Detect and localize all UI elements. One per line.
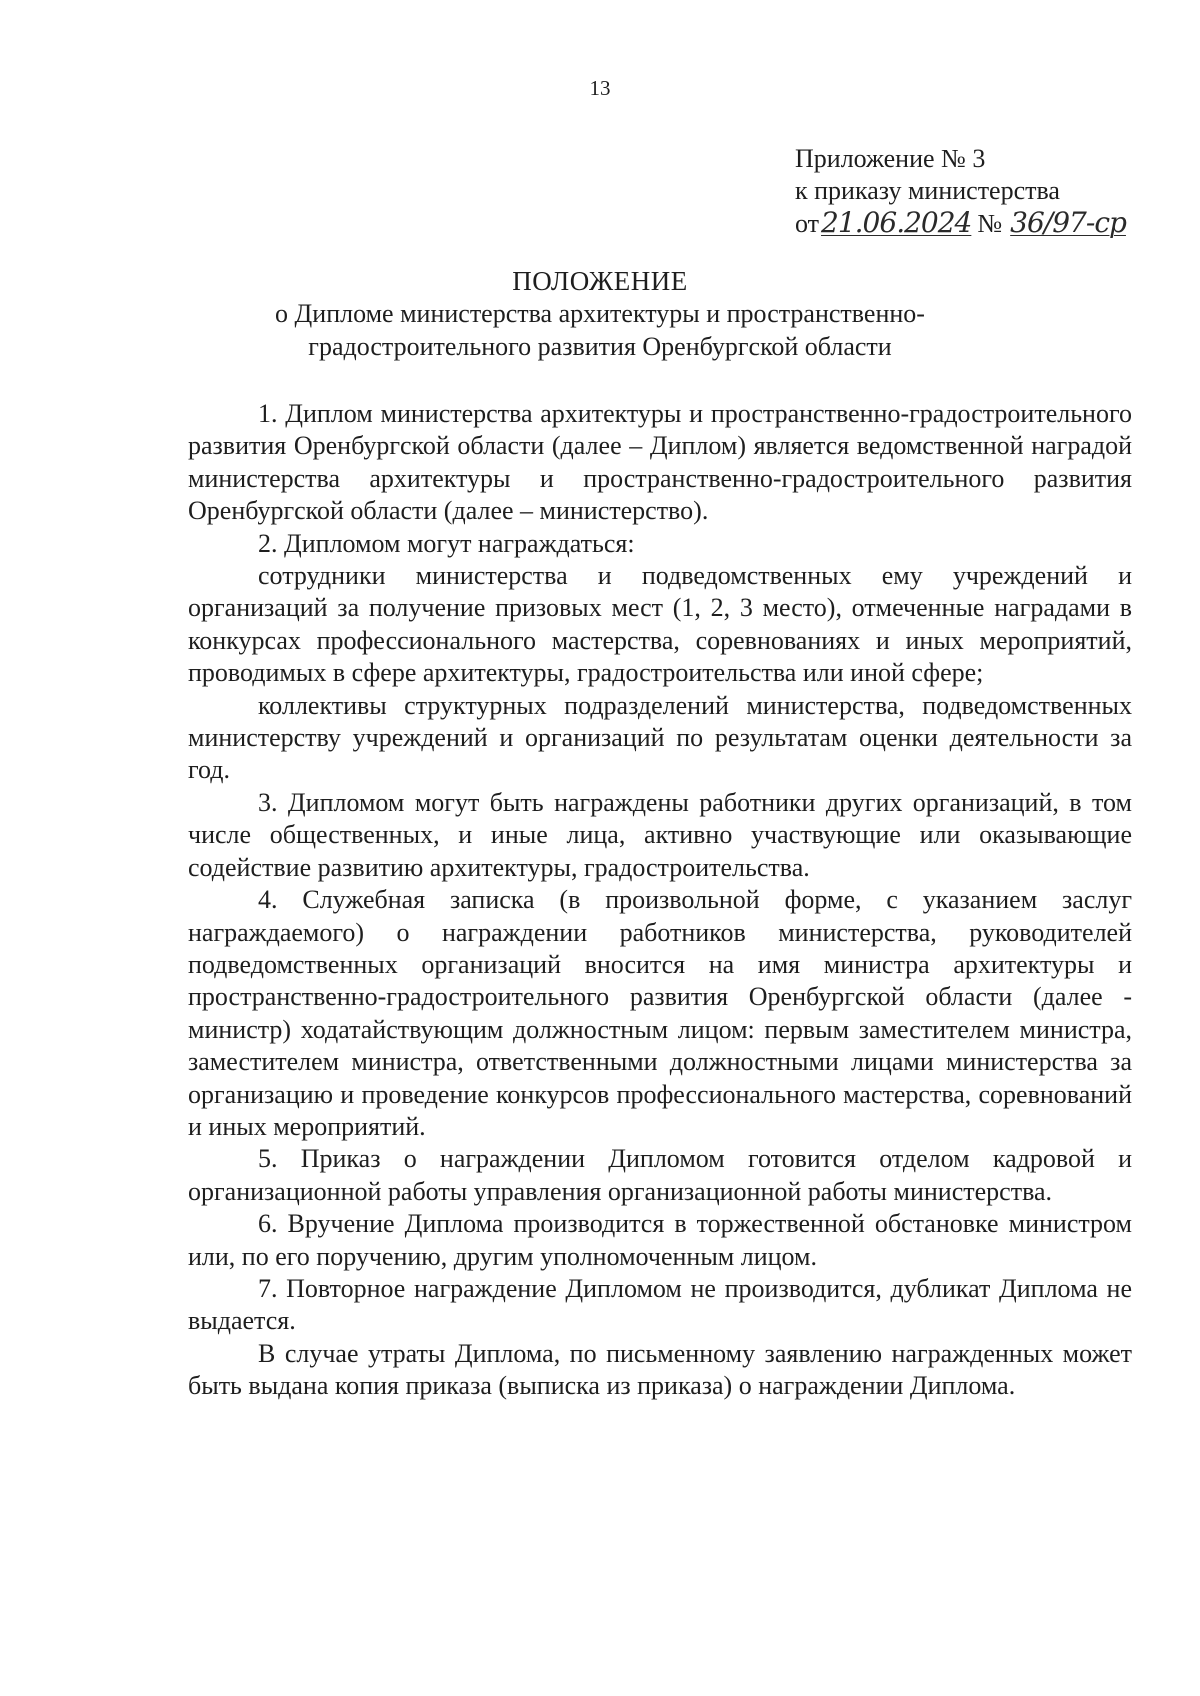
document-body bbox=[188, 398, 1132, 1403]
document-subtitle bbox=[0, 297, 1200, 363]
paragraph-2-item-2: коллективы структурных подразделений министерства, подведомственных министерству учреждений и организаций по результатам оценки деятельности за год. bbox=[188, 690, 1132, 785]
order-number-label: № bbox=[977, 209, 1003, 238]
subtitle-line-2: градостроительного развития Оренбургской области bbox=[308, 332, 892, 361]
paragraph-4: 4. Служебная записка (в произвольной форме, с указанием заслуг награждаемого) о награждении работников министерства, руководителей подведомственных организаций вносится на имя министра архитектуры и пространственно-градостроительного развития Оренбургской области (далее - министр) ходатайствующим должностным лицом: первым заместителем министра, заместителем министра, ответственными должностными лицами министерства за организацию и проведение конкурсов профессионального мастерства, соревнований и иных мероприятий. bbox=[188, 885, 1132, 1141]
paragraph-3: 3. Дипломом могут быть награждены работники других организаций, в том числе общественных, и иные лица, активно участвующие или оказывающие содействие развитию архитектуры, градостроительства. bbox=[188, 787, 1132, 882]
paragraph-7: 7. Повторное награждение Дипломом не производится, дубликат Диплома не выдается. bbox=[188, 1273, 1132, 1336]
paragraph-5: 5. Приказ о награждении Дипломом готовится отделом кадровой и организационной работы управления организационной работы министерства. bbox=[188, 1144, 1132, 1206]
paragraph-7-note: В случае утраты Диплома, по письменному заявлению награжденных может быть выдана копия приказа (выписка из приказа) о награждении Диплома. bbox=[188, 1338, 1132, 1401]
handwritten-order-number: 36/97-ср bbox=[1010, 206, 1126, 239]
appendix-title: Приложение № 3 bbox=[795, 144, 986, 173]
order-line bbox=[795, 207, 1126, 239]
paragraph-2: 2. Дипломом могут награждаться: bbox=[258, 528, 635, 558]
paragraph-2-item-1: сотрудники министерства и подведомственных ему учреждений и организаций за получение призовых мест (1, 2, 3 место), отмеченные наградами в конкурсах профессионального мастерства, соревнованиях и иных мероприятий, проводимых в сфере архитектуры, градостроительства или иной сфере; bbox=[188, 561, 1132, 688]
paragraph-1: 1. Диплом министерства архитектуры и пространственно-градостроительного развития Оренбургской области (далее – Диплом) является ведомственной наградой министерства архитектуры и пространственно-градостроительного развития Оренбургской области (далее – министерство). bbox=[188, 399, 1132, 526]
page-number: 13 bbox=[589, 76, 611, 100]
appendix-reference: к приказу министерства bbox=[795, 176, 1060, 205]
appendix-block bbox=[795, 143, 1126, 239]
subtitle-line-1: о Дипломе министерства архитектуры и пространственно- bbox=[275, 299, 925, 328]
order-prefix: от bbox=[795, 209, 820, 238]
document-title: ПОЛОЖЕНИЕ bbox=[512, 266, 688, 296]
paragraph-6: 6. Вручение Диплома производится в торжественной обстановке министром или, по его поручению, другим уполномоченным лицом. bbox=[188, 1209, 1132, 1271]
handwritten-order-date: 21.06.2024 bbox=[821, 206, 972, 239]
